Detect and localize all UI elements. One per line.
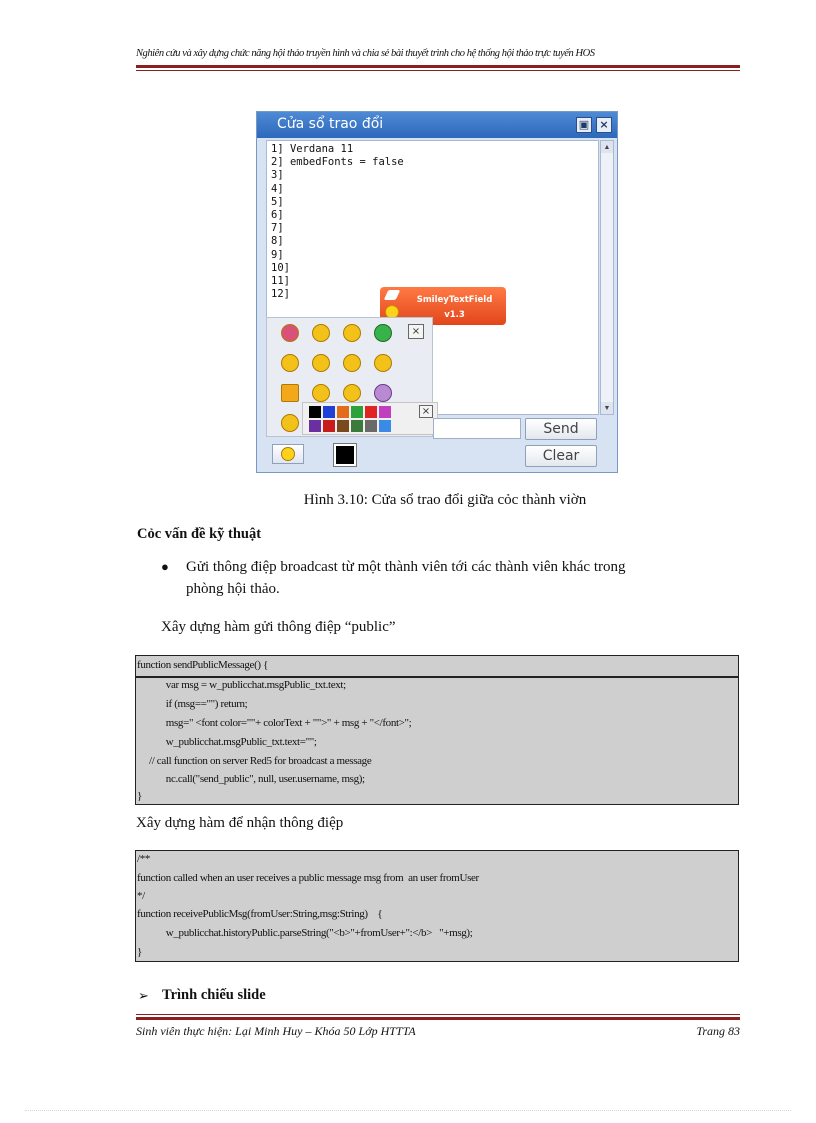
code-block-receive [135,850,739,962]
color-swatch[interactable] [337,420,349,432]
footer-rule [136,1017,740,1020]
code-line: w_publicchat.msgPublic_txt.text=""; [137,736,317,748]
chat-line: 4] [271,182,284,195]
thumb-smiley-icon[interactable] [312,384,330,402]
code-line: function sendPublicMessage() { [137,659,269,671]
chat-line: 10] [271,261,290,274]
code-line: } [137,790,142,802]
color-swatch[interactable] [309,420,321,432]
color-palette [302,402,438,435]
color-swatch[interactable] [351,406,363,418]
code-line: } [137,946,142,958]
chat-line: 2] embedFonts = false [271,156,404,169]
code-block-send [135,655,739,805]
header-rule [136,65,740,68]
color-swatch[interactable] [351,420,363,432]
scroll-up-icon[interactable]: ▲ [601,141,613,153]
scroll-down-icon[interactable]: ▼ [601,402,613,414]
footer-rule-thin [136,1014,740,1015]
code-line: /** [137,853,151,865]
code-line: function called when an user receives a public message msg from an user fromUser [137,872,479,884]
smiley-toggle-button[interactable] [272,444,304,464]
chat-line: 6] [271,209,284,222]
code-line: function receivePublicMsg(fromUser:String,msg:String) { [137,908,383,920]
color-swatch[interactable] [365,420,377,432]
smiley-close-icon[interactable]: × [408,324,424,339]
wink-smiley-icon[interactable] [281,414,299,432]
surprised-smiley-icon[interactable] [312,354,330,372]
chat-line: 3] [271,169,284,182]
tongue-smiley-icon[interactable] [312,324,330,342]
close-icon[interactable]: × [596,117,612,133]
code-line: */ [137,890,145,902]
chat-line: 1] Verdana 11 [271,143,354,155]
chat-line: 8] [271,235,284,248]
badge-name: SmileyTextField [416,295,493,305]
warning-icon[interactable] [281,384,299,402]
window-title: Cửa sổ trao đổi [277,116,384,132]
code-line: nc.call("send_public", null, user.username, msg); [137,773,365,785]
sad-smiley-icon[interactable] [281,354,299,372]
clear-button[interactable]: Clear [525,445,597,467]
smile-smiley-icon[interactable] [343,354,361,372]
happy-smiley-icon[interactable] [343,384,361,402]
nerd-smiley-icon[interactable] [374,354,392,372]
code-line: var msg = w_publicchat.msgPublic_txt.text; [137,679,346,691]
color-swatch[interactable] [309,406,321,418]
code-line: if (msg=="") return; [137,698,248,710]
chat-line: 5] [271,195,284,208]
color-swatch[interactable] [323,406,335,418]
badge-version: v1.3 [444,310,465,320]
alien-smiley-icon[interactable] [374,384,392,402]
cool-smiley-icon[interactable] [343,324,361,342]
color-swatch[interactable] [323,420,335,432]
smiley-icon [281,447,295,461]
figure-caption: Hình 3.10: Cửa sổ trao đổi giữa cỏc thành viờn [303,492,587,508]
next-section-title: Trình chiếu slide [162,987,266,1003]
color-swatch[interactable] [365,406,377,418]
footer-author: Sinh viên thực hiện: Lại Minh Huy – Khóa 50 Lớp HTTTA [136,1024,416,1038]
color-swatch[interactable] [379,420,391,432]
window-titlebar [257,112,617,138]
palette-close-icon[interactable]: × [419,405,433,418]
grin-smiley-icon[interactable] [374,324,392,342]
devil-smiley-icon[interactable] [281,324,299,342]
chat-line: 11] [271,275,290,288]
section-heading: Cỏc vấn đề kỹ thuật [137,526,262,542]
code-line: msg=" <font color=""+ colorText + "">" + msg + "</font>"; [137,717,412,729]
send-button[interactable]: Send [525,418,597,440]
chat-line: 12] [271,288,290,301]
page-number: Trang 83 [696,1024,740,1038]
chat-line: 9] [271,248,284,261]
code-line: w_publicchat.historyPublic.parseString("<b>"+fromUser+":</b> "+msg); [137,927,473,939]
color-swatch[interactable] [337,406,349,418]
page-edge-divider [25,1110,791,1111]
chat-window-figure [256,111,618,473]
bullet-line: Gửi thông điệp broadcast từ một thành viên tới các thành viên khác trong [186,559,626,575]
paragraph-send: Xây dựng hàm gửi thông điệp “public” [161,619,396,635]
bullet-line: phòng hội thảo. [186,581,280,597]
chat-line: 7] [271,222,284,235]
message-input[interactable] [433,418,521,439]
chat-scrollbar[interactable] [600,140,614,415]
arrow-bullet-icon: ➢ [138,988,149,1003]
code-line: // call function on server Red5 for broadcast a message [137,755,372,767]
header-rule-thin [136,70,740,71]
running-header: Nghiên cứu và xây dựng chức năng hội thảo truyền hình và chia sẻ bài thuyết trình cho hệ thống hội thảo trực tuyến HOS [136,48,595,59]
wing-icon [384,290,401,300]
color-swatch[interactable] [379,406,391,418]
text-color-picker[interactable] [334,444,356,466]
bullet-icon: ● [161,559,169,574]
paragraph-receive: Xây dựng hàm để nhận thông điệp [136,815,344,831]
bullet-paragraph [186,556,739,600]
restore-icon[interactable]: ▣ [576,117,592,133]
